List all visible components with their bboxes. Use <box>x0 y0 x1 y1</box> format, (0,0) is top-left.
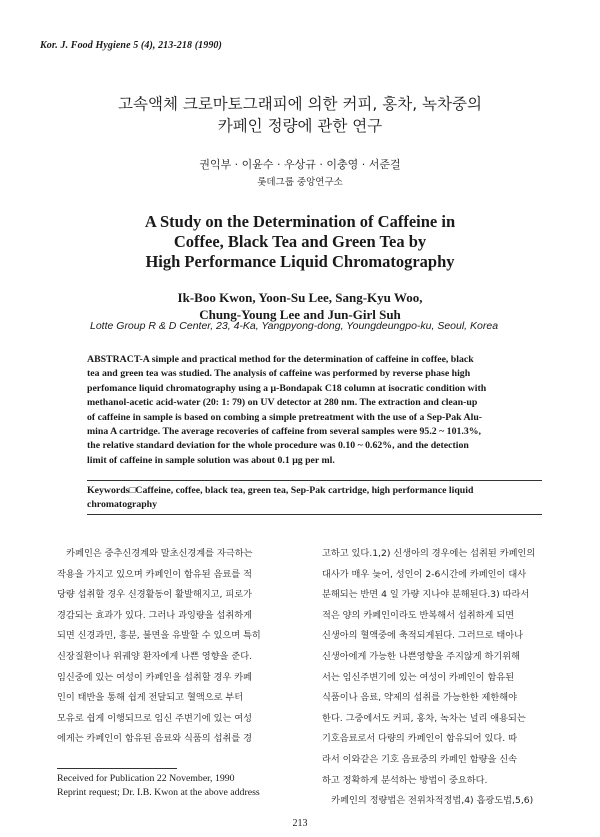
abstract-line: of caffeine in sample is based on combing a simple pretreatment with the use of a Sep-Pak Alu- <box>87 411 483 423</box>
body-line: 경감되는 효과가 있다. 그러나 과잉량을 섭취하게 <box>57 609 253 621</box>
body-left-column <box>57 544 307 750</box>
english-authors-line: Ik-Boo Kwon, Yoon-Su Lee, Sang-Kyu Woo, <box>177 290 423 305</box>
body-line: 당량 섭취할 경우 신경활동이 활발해지고, 피로가 <box>57 589 253 601</box>
body-line: 되면 신경과민, 흥분, 불면을 유발할 수 있으며 특히 <box>57 630 261 642</box>
page-number: 213 <box>292 818 308 829</box>
footnote-line: Reprint request; Dr. I.B. Kwon at the above address <box>57 787 260 798</box>
body-line: 신생아에게 가능한 나쁜영향을 주지않게 하기위해 <box>322 650 521 662</box>
keywords <box>87 484 542 512</box>
abstract-line: tea and green tea was studied. The analysis of caffeine was performed by reverse phase high <box>87 368 471 380</box>
body-line: 작용을 가지고 있으며 카페인이 함유된 음료를 적 <box>57 568 253 580</box>
body-line: 카페인은 중추신경계와 말초신경계를 자극하는 <box>57 548 253 559</box>
keywords-bottom-rule <box>87 514 542 515</box>
korean-title-line: 카페인 정량에 관한 연구 <box>217 117 383 135</box>
keywords-line: chromatography <box>87 499 158 510</box>
english-authors-line: Chung-Young Lee and Jun-Girl Suh <box>199 307 401 322</box>
body-line: 모유로 쉽게 이행되므로 임신 주변기에 있는 여성 <box>57 712 253 724</box>
footnote <box>57 772 260 800</box>
journal-reference: Kor. J. Food Hygiene 5 (4), 213-218 (1990) <box>40 40 222 51</box>
abstract-line: the relative standard deviation for the whole procedure was 0.10 ~ 0.62%, and the detection <box>87 440 469 452</box>
english-authors <box>0 289 600 323</box>
keywords-top-rule <box>87 480 542 481</box>
keywords-line: Keywords□Caffeine, coffee, black tea, green tea, Sep-Pak cartridge, high performance liquid <box>87 485 474 496</box>
abstract-line: limit of caffeine in sample solution was about 0.1 μg per ml. <box>87 454 335 466</box>
body-line: 라서 이와같은 기호 음료중의 카페인 함량을 신속 <box>322 753 518 765</box>
abstract <box>87 353 535 468</box>
english-title-line: Coffee, Black Tea and Green Tea by <box>173 232 427 251</box>
body-line: 에게는 카페인이 함유된 음료와 식품의 섭취를 경 <box>57 733 253 745</box>
abstract-line: perfomance liquid chromatography using a μ-Bondapak C18 column at isocratic condition with <box>87 382 487 394</box>
body-line: 한다. 그중에서도 커피, 홍차, 녹차는 널리 애용되는 <box>322 712 526 724</box>
korean-authors: 권익부 · 이윤수 · 우상규 · 이충영 · 서준걸 <box>199 158 401 171</box>
korean-title-line: 고속액체 크로마토그래피에 의한 커피, 홍차, 녹차중의 <box>118 95 482 113</box>
abstract-line: methanol-acetic acid-water (20: 1: 79) on UV detector at 280 nm. The extraction and clean-up <box>87 397 478 409</box>
body-line: 식품이나 음료, 약제의 섭취를 가능한한 제한해야 <box>322 692 518 704</box>
body-line: 인이 태반을 통해 쉽게 전달되고 혈액으로 부터 <box>57 692 244 704</box>
korean-title <box>0 93 600 137</box>
body-line: 카페인의 정량법은 전위차적정법,4) 흡광도법,5,6) <box>322 795 534 807</box>
body-line: 서는 임신주변기에 있는 여성이 카페인이 함유된 <box>322 671 515 683</box>
body-line: 신생아의 혈액중에 축적되게된다. 그러므로 태아나 <box>322 630 523 642</box>
footnote-rule <box>57 768 177 769</box>
body-line: 기호음료로서 다량의 카페인이 함유되어 있다. 따 <box>322 733 518 745</box>
body-right-column <box>322 544 567 812</box>
body-line: 분해되는 반면 4 일 가량 지나야 분해된다.3) 따라서 <box>322 589 530 601</box>
footnote-line: Received for Publication 22 November, 1990 <box>57 773 235 784</box>
body-line: 신장질환이나 위궤양 환자에게 나쁜 영향을 준다. <box>57 650 253 662</box>
body-line: 하고 정확하게 분석하는 방법이 중요하다. <box>322 774 488 786</box>
abstract-line: mina A cartridge. The average recoveries of caffeine from several samples were 95.2 ~ 101.3%, <box>87 426 481 438</box>
body-line: 대사가 매우 늦어, 성인이 2-6시간에 카페인이 대사 <box>322 568 527 580</box>
english-title <box>0 212 600 272</box>
korean-affiliation: 롯데그룹 중앙연구소 <box>257 177 343 188</box>
body-line: 고하고 있다.1,2) 신생아의 경우에는 섭취된 카페인의 <box>322 548 536 559</box>
english-affiliation: Lotte Group R & D Center, 23, 4-Ka, Yangpyong-dong, Youngdeungpo-ku, Seoul, Korea <box>90 320 499 332</box>
english-title-line: A Study on the Determination of Caffeine in <box>144 212 456 231</box>
body-line: 적은 양의 카페인이라도 반복해서 섭취하게 되면 <box>322 609 515 621</box>
abstract-line: ABSTRACT-A simple and practical method for the determination of caffeine in coffee, black <box>87 354 474 365</box>
body-line: 임신중에 있는 여성이 카페인을 섭취할 경우 카페 <box>57 671 253 683</box>
english-title-line: High Performance Liquid Chromatography <box>145 252 455 271</box>
